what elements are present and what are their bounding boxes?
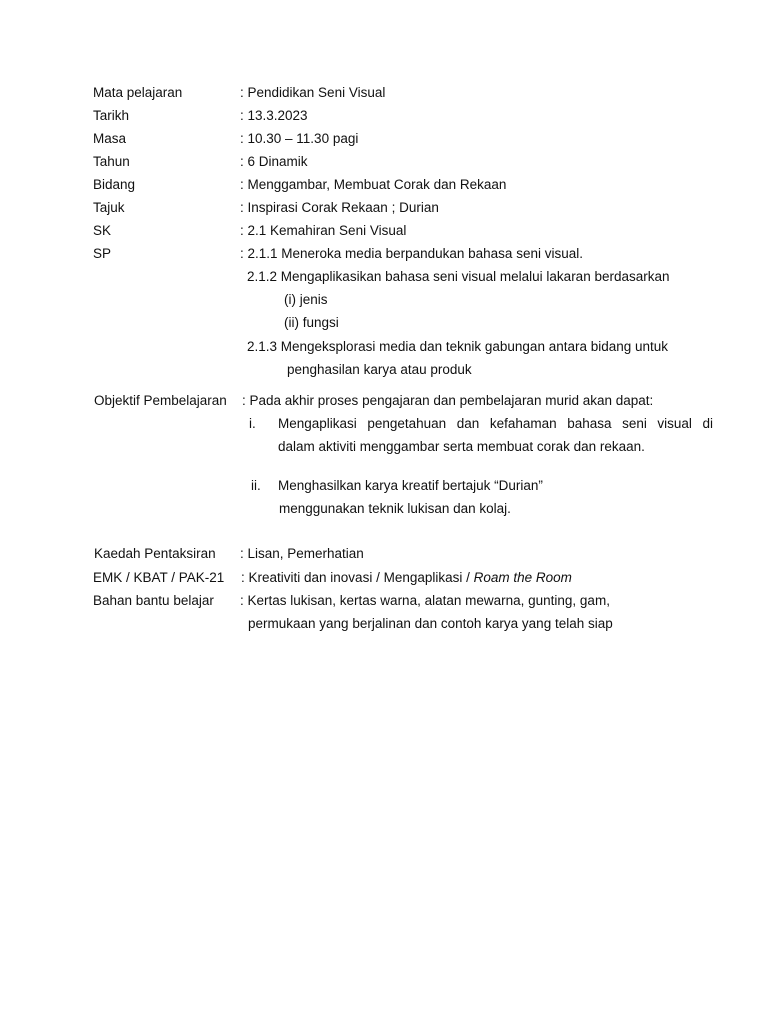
emk-value-italic: Roam the Room xyxy=(473,570,572,585)
tajuk-value: : Inspirasi Corak Rekaan ; Durian xyxy=(240,200,439,215)
objektif-item-1-line-1: Mengaplikasi pengetahuan dan kefahaman bahasa seni visual di xyxy=(278,416,713,431)
sp-item-3-continued: penghasilan karya atau produk xyxy=(287,362,472,377)
masa-label: Masa xyxy=(93,131,127,146)
emk-value xyxy=(241,570,572,586)
objektif-item-2-line-1: Menghasilkan karya kreatif bertajuk “Durian” xyxy=(278,478,543,493)
mata-pelajaran-value: : Pendidikan Seni Visual xyxy=(240,85,386,100)
sp-item-2: 2.1.2 Mengaplikasikan bahasa seni visual melalui lakaran berdasarkan xyxy=(247,269,670,284)
sp-item-2-sub-1: (i) jenis xyxy=(284,292,328,307)
sp-item-1: : 2.1.1 Meneroka media berpandukan bahasa seni visual. xyxy=(240,246,583,261)
bahan-value-line-2: permukaan yang berjalinan dan contoh karya yang telah siap xyxy=(248,616,613,631)
sp-label: SP xyxy=(93,246,112,261)
bahan-value-line-1: : Kertas lukisan, kertas warna, alatan mewarna, gunting, gam, xyxy=(240,593,610,608)
bidang-value: : Menggambar, Membuat Corak dan Rekaan xyxy=(240,177,507,192)
sp-item-2-sub-2: (ii) fungsi xyxy=(284,315,339,330)
sk-value: : 2.1 Kemahiran Seni Visual xyxy=(240,223,407,238)
tahun-value: : 6 Dinamik xyxy=(240,154,308,169)
emk-label: EMK / KBAT / PAK-21 xyxy=(93,570,225,585)
tahun-label: Tahun xyxy=(93,154,130,169)
masa-value: : 10.30 – 11.30 pagi xyxy=(240,131,359,146)
sk-label: SK xyxy=(93,223,112,238)
objektif-item-1-marker: i. xyxy=(249,416,256,431)
objektif-item-1-line-2: dalam aktiviti menggambar serta membuat corak dan rekaan. xyxy=(278,439,645,454)
tarikh-value: : 13.3.2023 xyxy=(240,108,308,123)
bidang-label: Bidang xyxy=(93,177,136,192)
objektif-item-2-marker: ii. xyxy=(251,478,261,493)
kaedah-label: Kaedah Pentaksiran xyxy=(94,546,216,561)
tarikh-label: Tarikh xyxy=(93,108,130,123)
objektif-intro: : Pada akhir proses pengajaran dan pembelajaran murid akan dapat: xyxy=(242,393,654,408)
kaedah-value: : Lisan, Pemerhatian xyxy=(240,546,364,561)
tajuk-label: Tajuk xyxy=(93,200,125,215)
objektif-label: Objektif Pembelajaran xyxy=(94,393,227,408)
bahan-label: Bahan bantu belajar xyxy=(93,593,214,608)
objektif-item-2-line-2: menggunakan teknik lukisan dan kolaj. xyxy=(279,501,511,516)
sp-item-3: 2.1.3 Mengeksplorasi media dan teknik gabungan antara bidang untuk xyxy=(247,339,669,354)
mata-pelajaran-label: Mata pelajaran xyxy=(93,85,183,100)
emk-value-text: : Kreativiti dan inovasi / Mengaplikasi / xyxy=(241,570,474,585)
